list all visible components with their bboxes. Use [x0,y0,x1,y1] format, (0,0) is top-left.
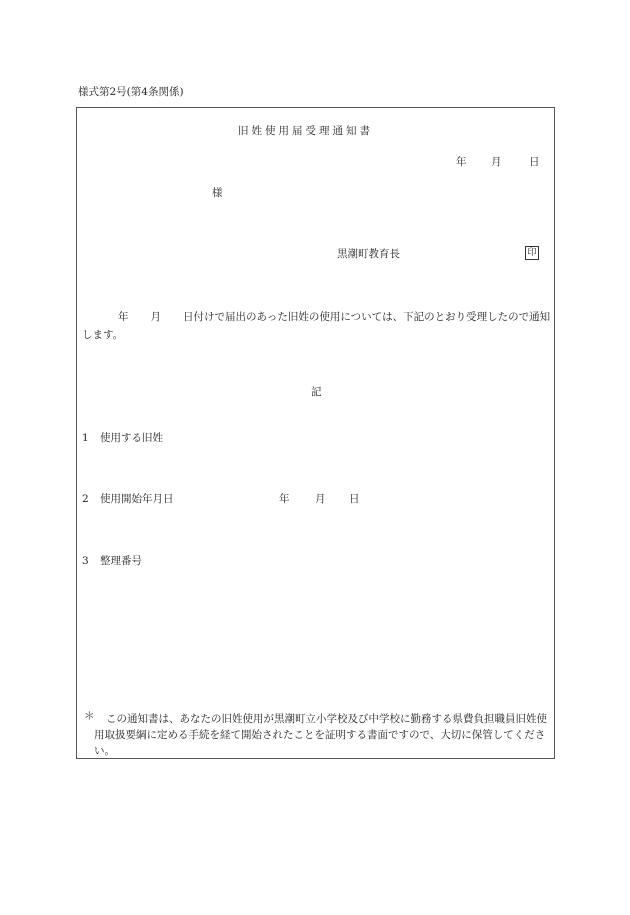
issue-date-year-label: 年 [456,156,467,168]
ki-heading: 記 [311,386,322,398]
item-number: 2 [82,493,89,505]
recipient-honorific: 様 [212,187,223,199]
note-text: この通知書は、あなたの旧姓使用が黒潮町立小学校及び中学校に勤務する県費負担職員旧姓使用取扱要綱に定める手続を経て開始されたことを証明する書面ですので、大切に保管してください。 [94,713,547,757]
issue-date-month-label: 月 [491,156,502,168]
note-asterisk: ＊ [84,710,95,722]
item-number: 1 [82,432,89,444]
item-number: 3 [82,555,89,567]
start-date-day-label: 日 [349,493,360,505]
body-text: 日付けで届出のあった旧姓の使用については、下記のとおり受理したので通知します。 [82,311,551,341]
start-date-year-label: 年 [279,493,290,505]
issue-date-day-label: 日 [529,156,540,168]
sender-name: 黒潮町教育長 [337,248,400,260]
start-date-month-label: 月 [315,493,326,505]
item-label-reference-number: 整理番号 [100,555,142,567]
body-month-label: 月 [150,311,161,323]
document-title: 旧姓使用届受理通知書 [238,125,373,137]
body-year-label: 年 [118,311,129,323]
item-label-start-date: 使用開始年月日 [100,493,174,505]
seal-mark: 印 [525,246,539,260]
form-number-label: 様式第2号(第4条関係) [78,86,184,98]
item-label-former-surname: 使用する旧姓 [100,432,163,444]
notice-body [82,308,552,344]
